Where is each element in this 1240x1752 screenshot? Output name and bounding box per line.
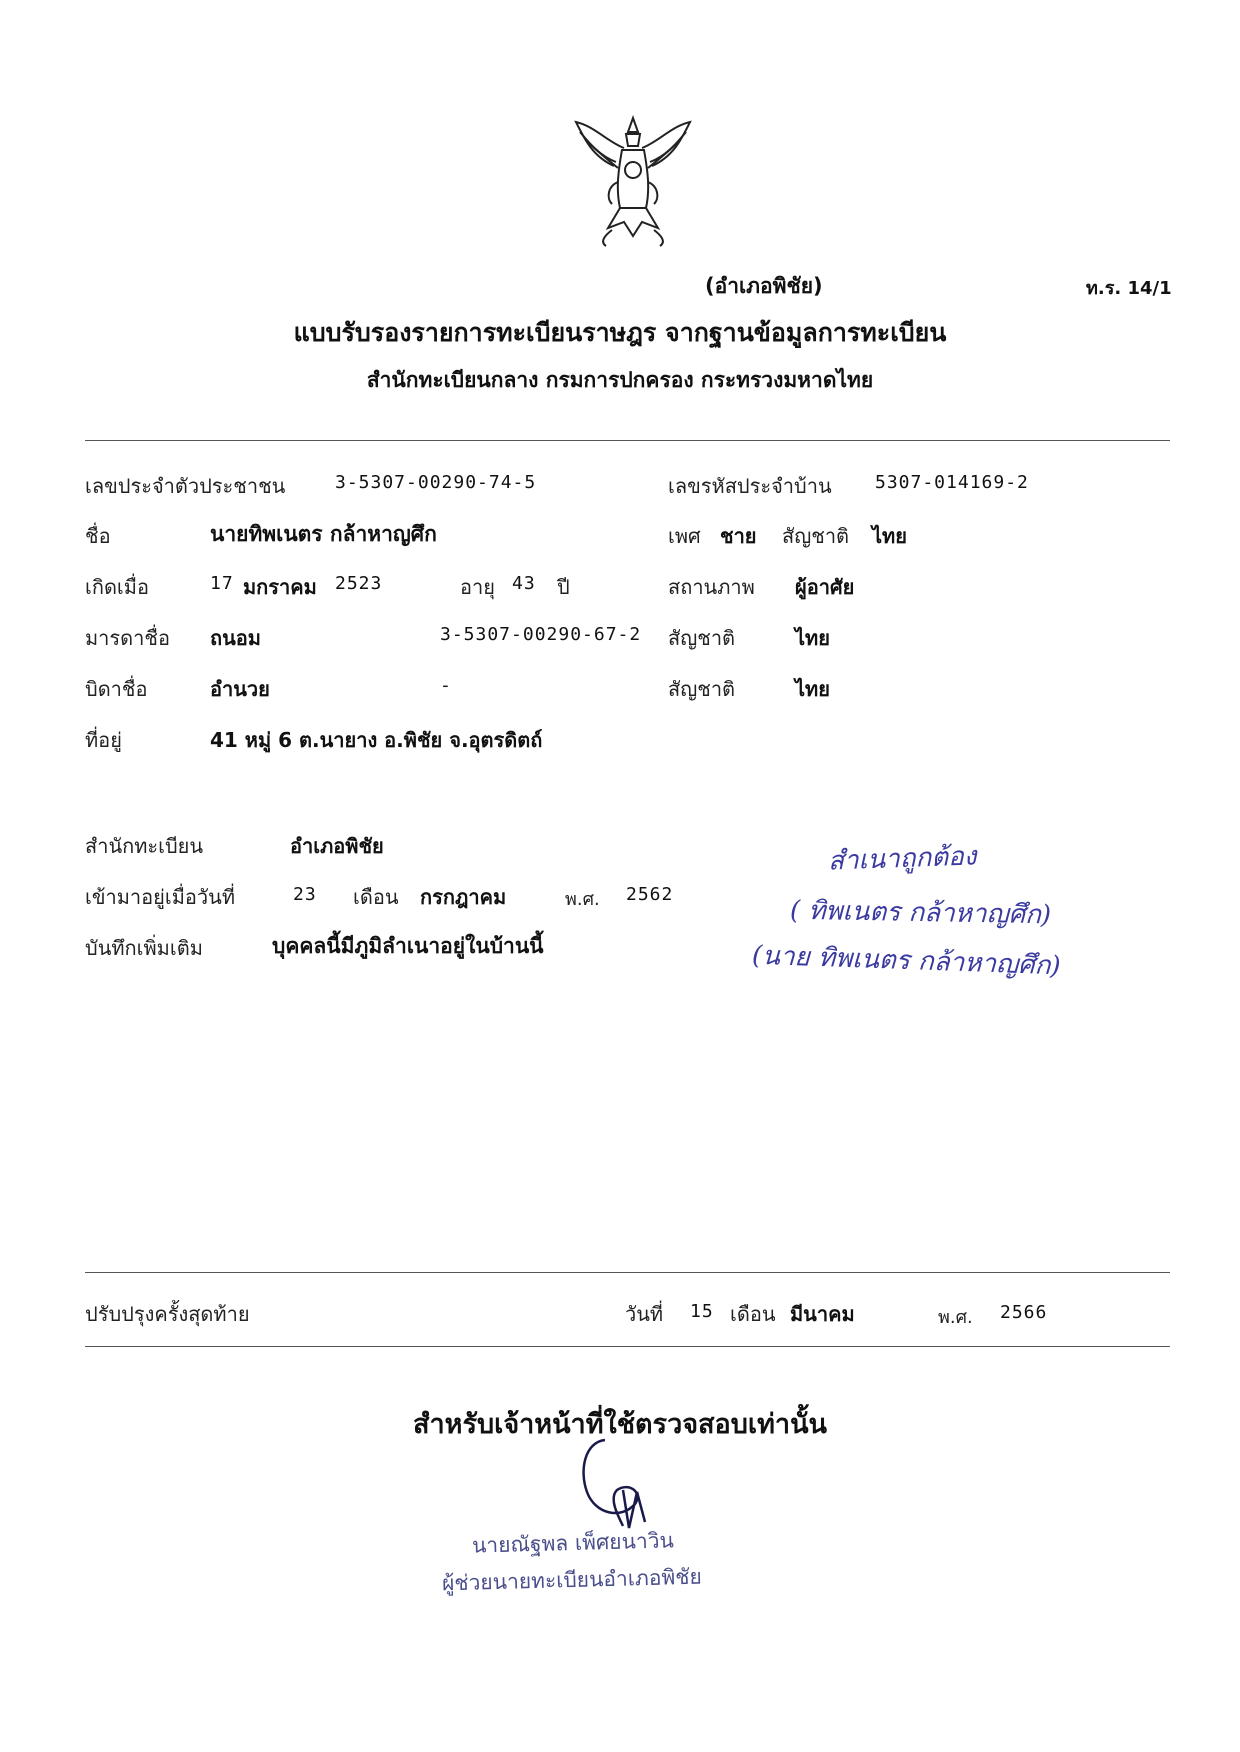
nationality-label: สัญชาติ (782, 524, 850, 548)
age-label: อายุ (460, 575, 495, 599)
mother-label: มารดาชื่อ (85, 626, 170, 650)
garuda-emblem (568, 112, 698, 252)
birth-month: มกราคม (243, 575, 317, 599)
birth-label: เกิดเมื่อ (85, 575, 149, 599)
name-label: ชื่อ (85, 524, 111, 548)
signer-title: ผู้ช่วยนายทะเบียนอำเภอพิชัย (441, 1564, 703, 1596)
father-nationality-label: สัญชาติ (668, 677, 736, 701)
age-value: 43 (512, 573, 536, 594)
movein-label: เข้ามาอยู่เมื่อวันที่ (85, 885, 235, 909)
divider-update-bottom (85, 1346, 1170, 1347)
name-value: นายทิพเนตร กล้าหาญศึก (210, 522, 437, 546)
mother-nationality-value: ไทย (795, 626, 830, 650)
father-id: - (440, 675, 452, 696)
handwritten-name-1: ( ทิพเนตร กล้าหาญศึก) (789, 895, 1052, 931)
form-code: ท.ร. 14/1 (1086, 278, 1172, 299)
signer-name: นายณัฐพล เพ็ศยนาวิน (471, 1528, 675, 1558)
document-subtitle: สำนักทะเบียนกลาง กรมการปกครอง กระทรวงมหาดไทย (366, 368, 874, 392)
house-code-label: เลขรหัสประจำบ้าน (668, 474, 832, 498)
handwritten-certified: สำเนาถูกต้อง (827, 841, 977, 877)
age-unit: ปี (557, 575, 570, 599)
update-month: มีนาคม (790, 1302, 855, 1326)
handwritten-name-2: (นาย ทิพเนตร กล้าหาญศึก) (751, 940, 1062, 982)
status-label: สถานภาพ (668, 575, 755, 599)
address-value: 41 หมู่ 6 ต.นายาง อ.พิชัย จ.อุตรดิตถ์ (210, 728, 543, 752)
id-value: 3-5307-00290-74-5 (335, 472, 537, 493)
movein-year: 2562 (626, 884, 674, 905)
movein-era-label: พ.ศ. (565, 889, 600, 910)
office-name: (อำเภอพิชัย) (705, 274, 823, 298)
update-era-label: พ.ศ. (938, 1307, 973, 1328)
update-day-label: วันที่ (625, 1302, 664, 1326)
house-code-value: 5307-014169-2 (875, 472, 1029, 493)
movein-month-label: เดือน (353, 885, 399, 909)
sex-value: ชาย (720, 524, 757, 548)
movein-day: 23 (293, 884, 317, 905)
update-month-label: เดือน (730, 1302, 776, 1326)
id-label: เลขประจำตัวประชาชน (85, 474, 286, 498)
registry-office-label: สำนักทะเบียน (85, 834, 204, 858)
status-value: ผู้อาศัย (795, 575, 855, 599)
document-title: แบบรับรองรายการทะเบียนราษฎร จากฐานข้อมูลการทะเบียน (293, 318, 947, 347)
update-day: 15 (690, 1301, 714, 1322)
update-label: ปรับปรุงครั้งสุดท้าย (85, 1302, 250, 1326)
mother-id: 3-5307-00290-67-2 (440, 624, 642, 645)
birth-day: 17 (210, 573, 234, 594)
update-year: 2566 (1000, 1302, 1048, 1323)
signature (565, 1430, 665, 1540)
sex-label: เพศ (668, 524, 701, 548)
official-use-only: สำหรับเจ้าหน้าที่ใช้ตรวจสอบเท่านั้น (413, 1409, 827, 1440)
address-label: ที่อยู่ (85, 728, 122, 752)
father-nationality-value: ไทย (795, 677, 830, 701)
registry-office-value: อำเภอพิชัย (290, 834, 384, 858)
nationality-value: ไทย (872, 524, 907, 548)
note-label: บันทึกเพิ่มเติม (85, 936, 203, 960)
divider-top (85, 440, 1170, 441)
father-label: บิดาชื่อ (85, 677, 148, 701)
mother-name: ถนอม (210, 626, 261, 650)
father-name: อำนวย (210, 677, 270, 701)
birth-year: 2523 (335, 573, 383, 594)
mother-nationality-label: สัญชาติ (668, 626, 736, 650)
divider-update-top (85, 1272, 1170, 1273)
note-value: บุคคลนี้มีภูมิลำเนาอยู่ในบ้านนี้ (272, 934, 544, 958)
movein-month: กรกฎาคม (420, 885, 507, 909)
